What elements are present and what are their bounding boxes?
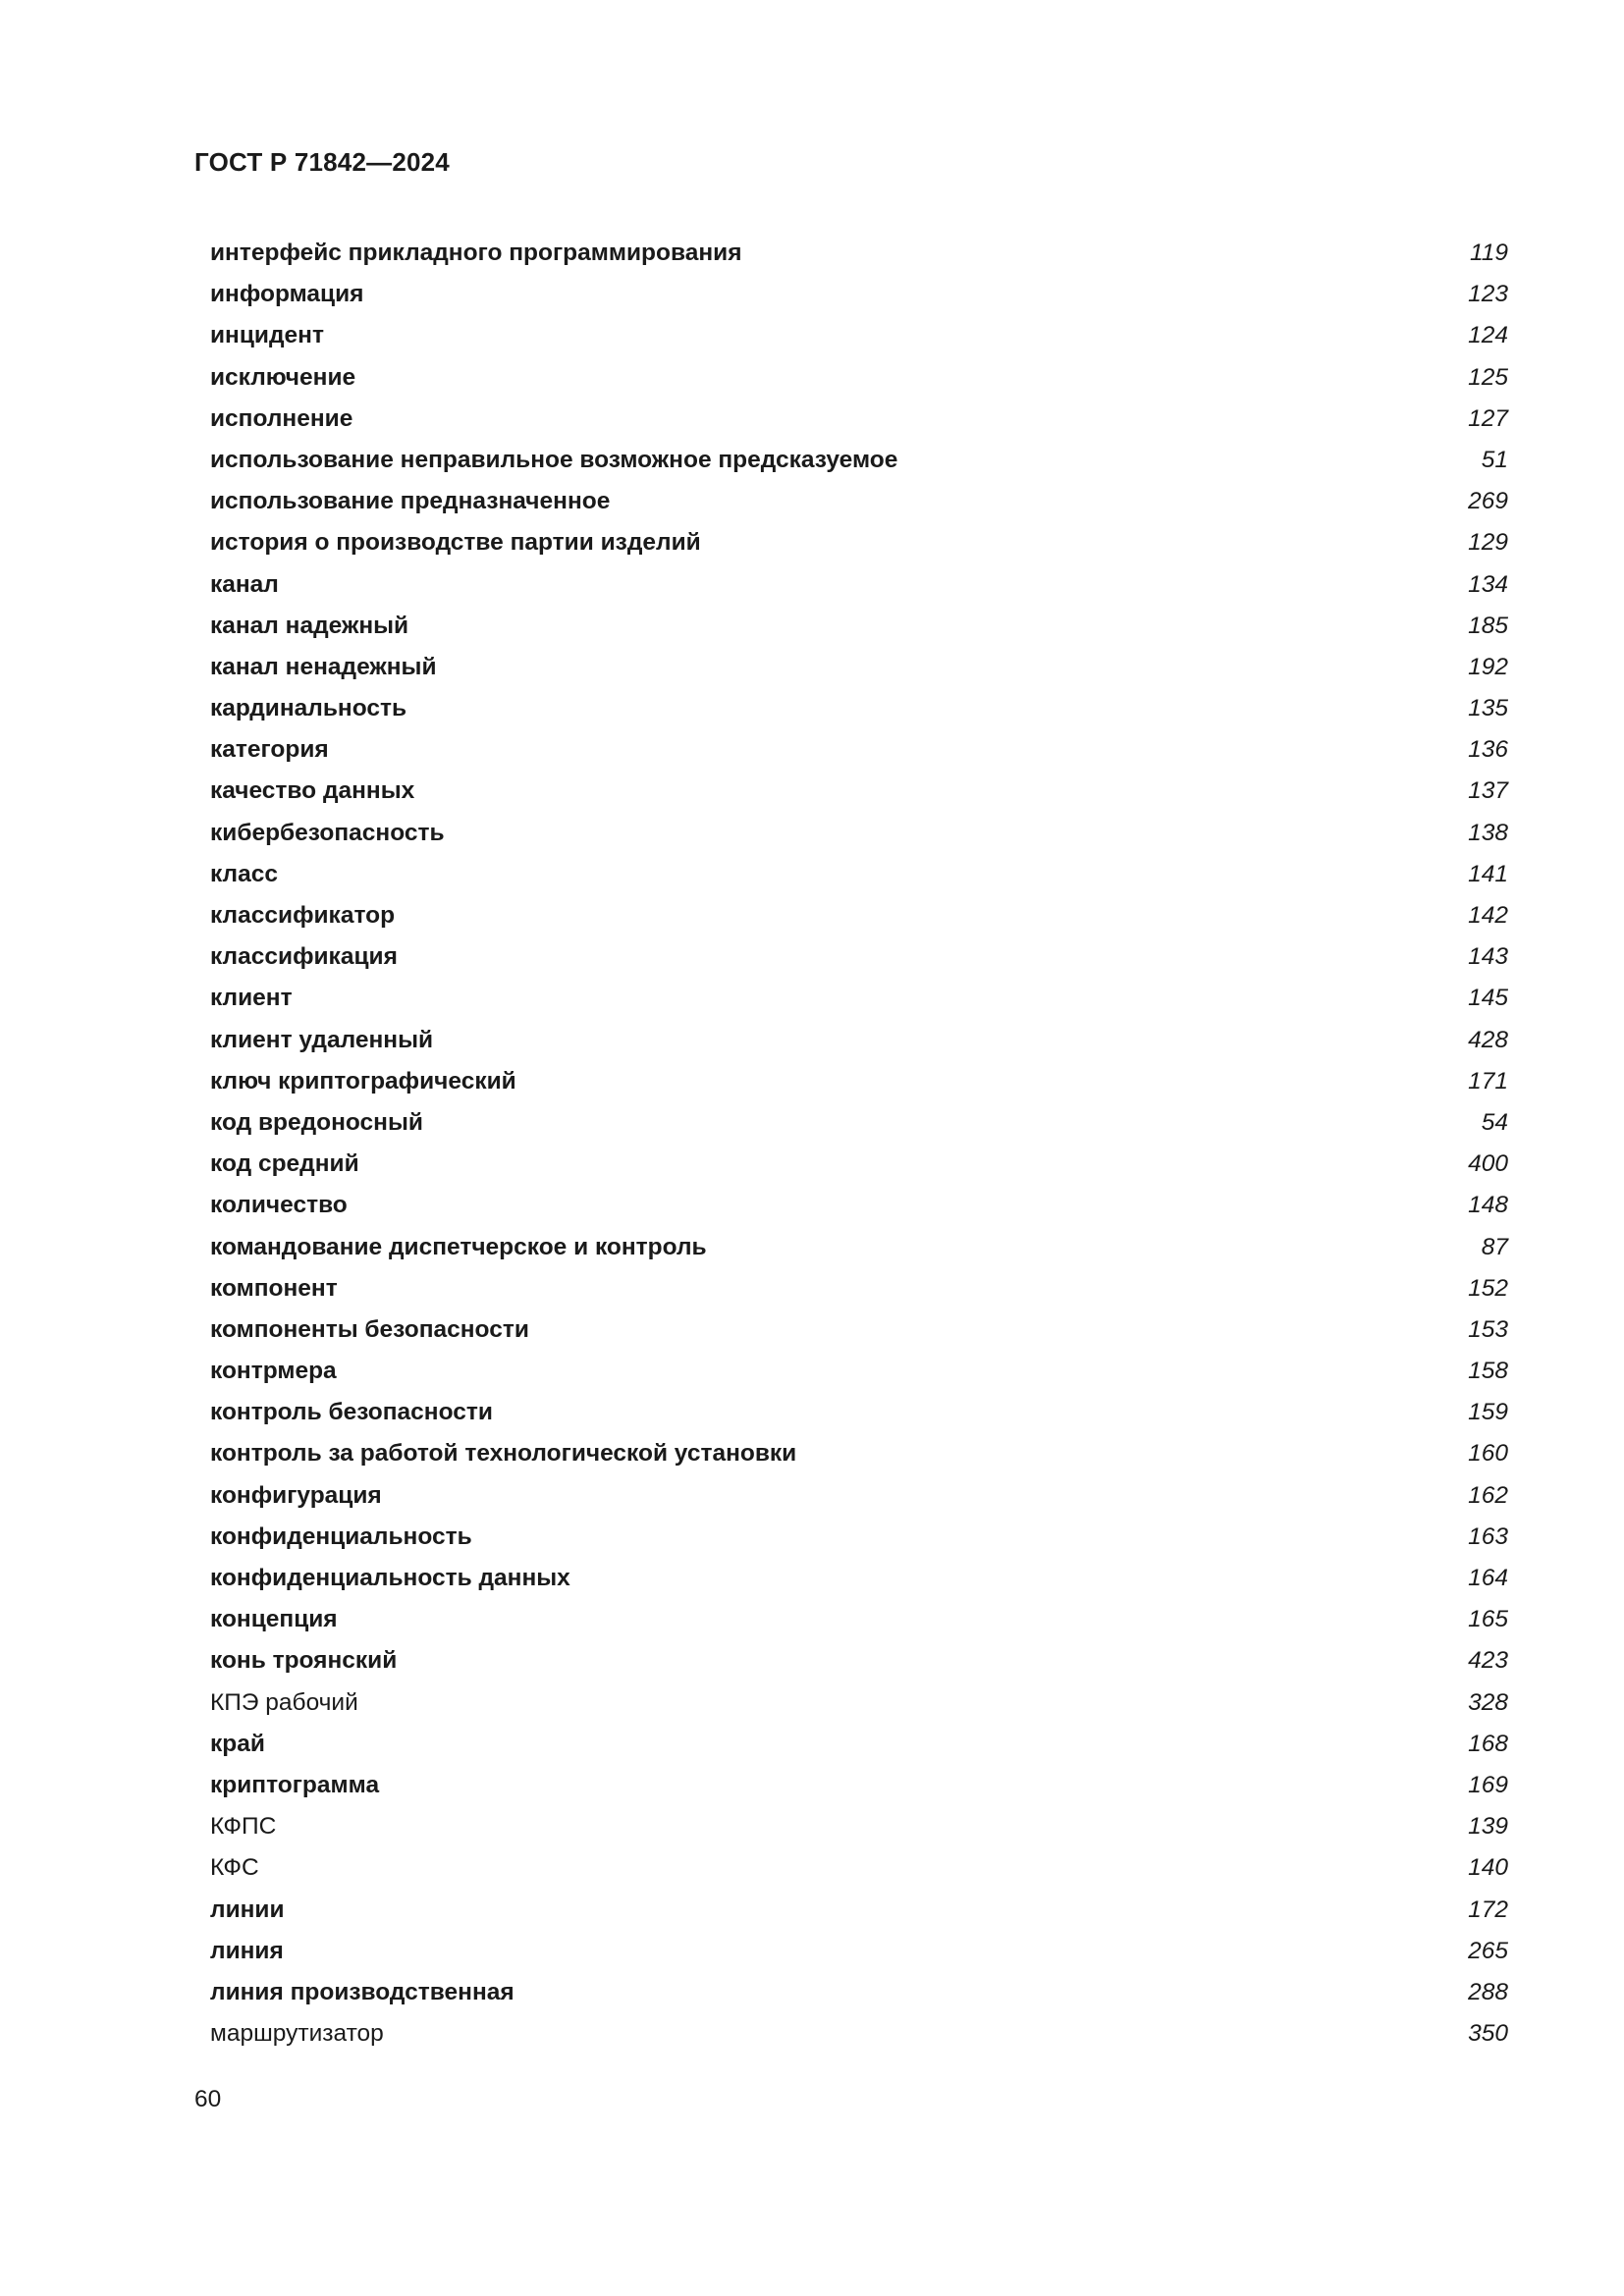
index-entry [210, 529, 1508, 570]
index-entry [210, 1647, 1508, 1688]
index-term: командование диспетчерское и контроль [210, 1233, 707, 1260]
index-page-reference: 158 [1468, 1358, 1508, 1385]
index-page-reference: 265 [1468, 1937, 1508, 1964]
index-page-reference: 165 [1468, 1606, 1508, 1633]
index-entry [210, 1979, 1508, 2020]
index-term: КФС [210, 1854, 259, 1882]
index-page-reference: 135 [1468, 695, 1508, 722]
index-page-reference: 423 [1468, 1647, 1508, 1675]
index-entry [210, 1109, 1508, 1150]
index-page-reference: 141 [1468, 860, 1508, 887]
index-term: код вредоносный [210, 1108, 423, 1136]
index-term: конфиденциальность данных [210, 1565, 570, 1591]
index-page-reference: 143 [1468, 943, 1508, 971]
index-entry [210, 322, 1508, 363]
index-term: канал [210, 570, 279, 598]
index-entry [210, 1523, 1508, 1565]
index-page-reference: 145 [1468, 985, 1508, 1012]
document-header: ГОСТ Р 71842—2024 [194, 147, 450, 177]
index-entry [210, 1358, 1508, 1399]
index-term: исключение [210, 363, 356, 391]
index-page-reference: 400 [1468, 1150, 1508, 1178]
index-term: конфигурация [210, 1481, 382, 1509]
index-entry [210, 1606, 1508, 1647]
index-entry [210, 1772, 1508, 1813]
index-page-reference: 125 [1468, 363, 1508, 391]
index-entry [210, 281, 1508, 322]
index-page-reference: 171 [1468, 1067, 1508, 1095]
index-term: конь троянский [210, 1647, 398, 1675]
index-page-reference: 163 [1468, 1522, 1508, 1550]
index-term: класс [210, 860, 279, 887]
index-page-reference: 87 [1481, 1233, 1508, 1260]
index-entry [210, 1150, 1508, 1192]
index-entry [210, 1234, 1508, 1275]
index-page-reference: 140 [1468, 1854, 1508, 1882]
index-entry [210, 571, 1508, 613]
index-entry [210, 902, 1508, 943]
index-term: КПЭ рабочий [210, 1688, 358, 1716]
index-entry [210, 654, 1508, 695]
index-page-reference: 119 [1469, 240, 1508, 266]
index-term: история о производстве партии изделий [210, 529, 701, 557]
index-term: маршрутизатор [210, 2020, 384, 2048]
index-term: линия производственная [210, 1978, 514, 2005]
index-entry [210, 1316, 1508, 1358]
index-entry [210, 1689, 1508, 1731]
index-term: кардинальность [210, 695, 407, 722]
index-entry [210, 1565, 1508, 1606]
index-page-reference: 160 [1468, 1440, 1508, 1468]
index-entry [210, 447, 1508, 488]
index-term: исполнение [210, 404, 353, 432]
index-entry [210, 1854, 1508, 1896]
index-term: канал надежный [210, 612, 409, 639]
index-entry [210, 820, 1508, 861]
index-term: контрмера [210, 1358, 337, 1385]
index-entry [210, 1896, 1508, 1938]
index-page-reference: 164 [1468, 1565, 1508, 1591]
index-term: код средний [210, 1150, 359, 1178]
index-page-reference: 142 [1468, 902, 1508, 929]
index-term: категория [210, 736, 329, 764]
index-term: КФПС [210, 1813, 277, 1841]
index-page-reference: 350 [1468, 2020, 1508, 2048]
index-page-reference: 169 [1468, 1771, 1508, 1798]
index-entry [210, 405, 1508, 447]
index-term: интерфейс прикладного программирования [210, 240, 742, 266]
index-page-reference: 139 [1468, 1813, 1508, 1841]
index-page-reference: 137 [1468, 777, 1508, 805]
index-page-reference: 127 [1468, 404, 1508, 432]
index-page-reference: 192 [1468, 653, 1508, 680]
index-term: контроль за работой технологической установки [210, 1440, 797, 1468]
index-term: использование неправильное возможное предсказуемое [210, 446, 898, 473]
index-entry [210, 613, 1508, 654]
index-term: линии [210, 1896, 285, 1923]
index-entry [210, 695, 1508, 736]
index-entry [210, 1399, 1508, 1440]
index-entry [210, 2020, 1508, 2061]
index-entry [210, 1482, 1508, 1523]
index-page-reference: 138 [1468, 819, 1508, 846]
index-term: классификатор [210, 902, 396, 929]
page-number: 60 [194, 2086, 222, 2112]
index-page-reference: 124 [1468, 322, 1508, 349]
index-entry [210, 488, 1508, 529]
index-page-reference: 153 [1468, 1315, 1508, 1343]
index-term: классификация [210, 943, 398, 971]
index-term: линия [210, 1937, 284, 1964]
index-entry [210, 1068, 1508, 1109]
index-term: использование предназначенное [210, 488, 611, 515]
index-term: клиент [210, 985, 293, 1012]
index-entry [210, 985, 1508, 1026]
index-page-reference: 136 [1468, 736, 1508, 764]
index-page-reference: 172 [1468, 1896, 1508, 1923]
index-page-reference: 134 [1468, 570, 1508, 598]
index-page-reference: 54 [1481, 1108, 1508, 1136]
index-term: концепция [210, 1606, 338, 1633]
index-entry [210, 736, 1508, 777]
index-page-reference: 168 [1468, 1730, 1508, 1757]
index-page-reference: 288 [1468, 1978, 1508, 2005]
index-term: контроль безопасности [210, 1399, 493, 1426]
index-entry [210, 861, 1508, 902]
index-term: клиент удаленный [210, 1026, 434, 1053]
index-page-reference: 185 [1468, 612, 1508, 639]
index-entry [210, 364, 1508, 405]
index-page-reference: 51 [1481, 446, 1508, 473]
index-term: компонент [210, 1274, 338, 1302]
index-page-reference: 129 [1468, 529, 1508, 557]
index-term: инцидент [210, 322, 324, 349]
index-entry [210, 1440, 1508, 1481]
index-term: криптограмма [210, 1771, 380, 1798]
index-page-reference: 159 [1468, 1399, 1508, 1426]
index-entry [210, 1027, 1508, 1068]
index-entry [210, 943, 1508, 985]
alphabetical-index [210, 240, 1508, 2061]
index-page-reference: 269 [1468, 488, 1508, 515]
index-entry [210, 1275, 1508, 1316]
index-entry [210, 240, 1508, 281]
index-page-reference: 148 [1468, 1192, 1508, 1219]
index-term: количество [210, 1192, 348, 1219]
index-term: край [210, 1730, 265, 1757]
index-term: информация [210, 281, 364, 308]
index-term: ключ криптографический [210, 1067, 516, 1095]
index-term: кибербезопасность [210, 819, 445, 846]
index-entry [210, 777, 1508, 819]
index-term: компоненты безопасности [210, 1315, 529, 1343]
index-page-reference: 428 [1468, 1026, 1508, 1053]
index-entry [210, 1731, 1508, 1772]
index-entry [210, 1192, 1508, 1233]
index-page-reference: 328 [1468, 1688, 1508, 1716]
index-term: конфиденциальность [210, 1522, 472, 1550]
index-page-reference: 152 [1468, 1274, 1508, 1302]
index-page-reference: 123 [1468, 281, 1508, 308]
index-term: качество данных [210, 777, 415, 805]
index-page-reference: 162 [1468, 1481, 1508, 1509]
index-term: канал ненадежный [210, 653, 437, 680]
index-entry [210, 1938, 1508, 1979]
index-entry [210, 1813, 1508, 1854]
